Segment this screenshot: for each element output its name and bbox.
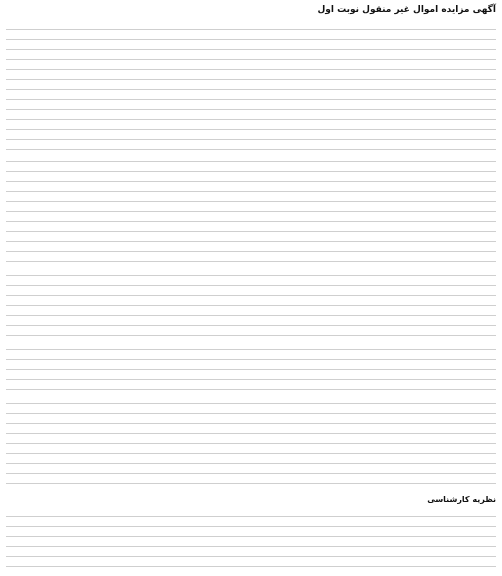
notice-paragraph-expert-opinion: [6, 509, 496, 571]
notice-paragraph-boundaries: [6, 342, 496, 392]
notice-title: آگهی مزایده اموال غیر منقول نوبت اول: [317, 5, 496, 15]
notice-paragraph-registration: [6, 268, 496, 338]
notice-paragraph-property-description: [6, 154, 496, 264]
notice-paragraph-intro: [6, 22, 496, 150]
notice-paragraph-building-specs: [6, 396, 496, 488]
expert-opinion-heading: نظریه کارشناسی: [427, 495, 496, 504]
